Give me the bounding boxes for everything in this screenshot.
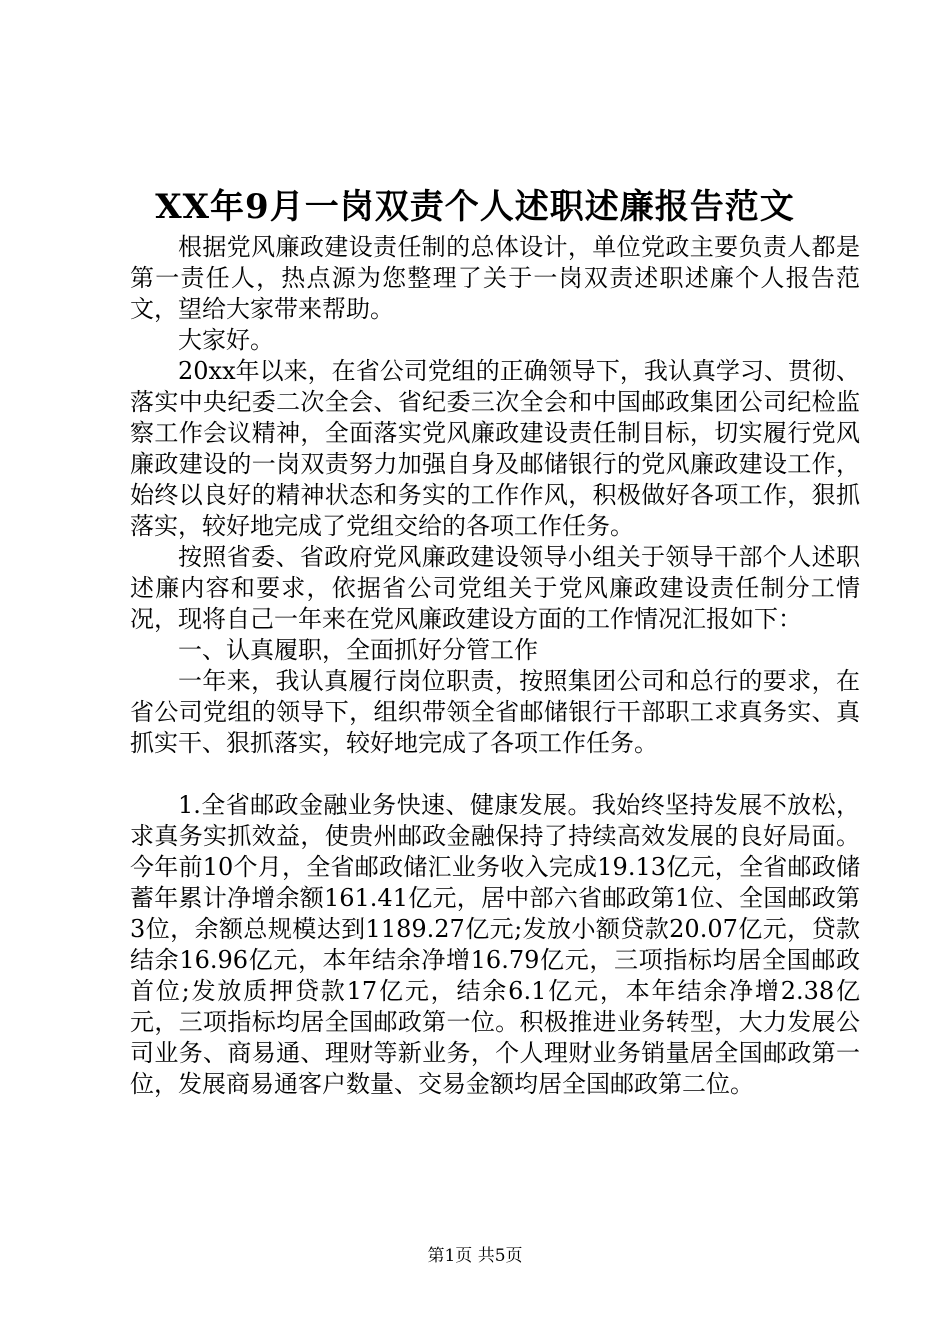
item-1-paragraph: 1.全省邮政金融业务快速、健康发展。我始终坚持发展不放松，求真务实抓效益，使贵州邮政金融保持了持续高效发展的良好局面。今年前10个月，全省邮政储汇业务收入完成19.13亿元，全省邮政储蓄年累计净增余额161.41亿元，居中部六省邮政第1位、全国邮政第3位，余额总规模达到1189.27亿元;发放小额贷款20.07亿元，贷款结余16.96亿元，本年结余净增16.79亿元，三项指标均居全国邮政首位;发放质押贷款17亿元，结余6.1亿元，本年结余净增2.38亿元，三项指标均居全国邮政第一位。积极推进业务转型，大力发展公司业务、商易通、理财等新业务，个人理财业务销量居全国邮政第一位，发展商易通客户数量、交易金额均居全国邮政第二位。	[130, 791, 860, 1098]
report-intro-paragraph: 按照省委、省政府党风廉政建设领导小组关于领导干部个人述职述廉内容和要求，依据省公司党组关于党风廉政建设责任制分工情况，现将自己一年来在党风廉政建设方面的工作情况汇报如下：	[130, 543, 860, 633]
greeting-paragraph: 大家好。	[178, 326, 274, 354]
section-paragraph: 一年来，我认真履行岗位职责，按照集团公司和总行的要求，在省公司党组的领导下，组织带领全省邮储银行干部职工求真务实、真抓实干、狠抓落实，较好地完成了各项工作任务。	[130, 667, 860, 757]
page-footer: 第1页 共5页	[427, 1246, 523, 1266]
section-heading: 一、认真履职，全面抓好分管工作	[178, 636, 538, 664]
document-body	[130, 232, 860, 1100]
intro-paragraph: 根据党风廉政建设责任制的总体设计，单位党政主要负责人都是第一责任人，热点源为您整理了关于一岗双责述职述廉个人报告范文，望给大家带来帮助。	[130, 233, 860, 323]
summary-paragraph: 20xx年以来，在省公司党组的正确领导下，我认真学习、贯彻、落实中央纪委二次全会、省纪委三次全会和中国邮政集团公司纪检监察工作会议精神，全面落实党风廉政建设责任制目标，切实履行党风廉政建设的一岗双责努力加强自身及邮储银行的党风廉政建设工作，始终以良好的精神状态和务实的工作作风，积极做好各项工作，狠抓落实，较好地完成了党组交给的各项工作任务。	[130, 357, 860, 540]
document-title: XX年9月一岗双责个人述职述廉报告范文	[155, 187, 795, 227]
